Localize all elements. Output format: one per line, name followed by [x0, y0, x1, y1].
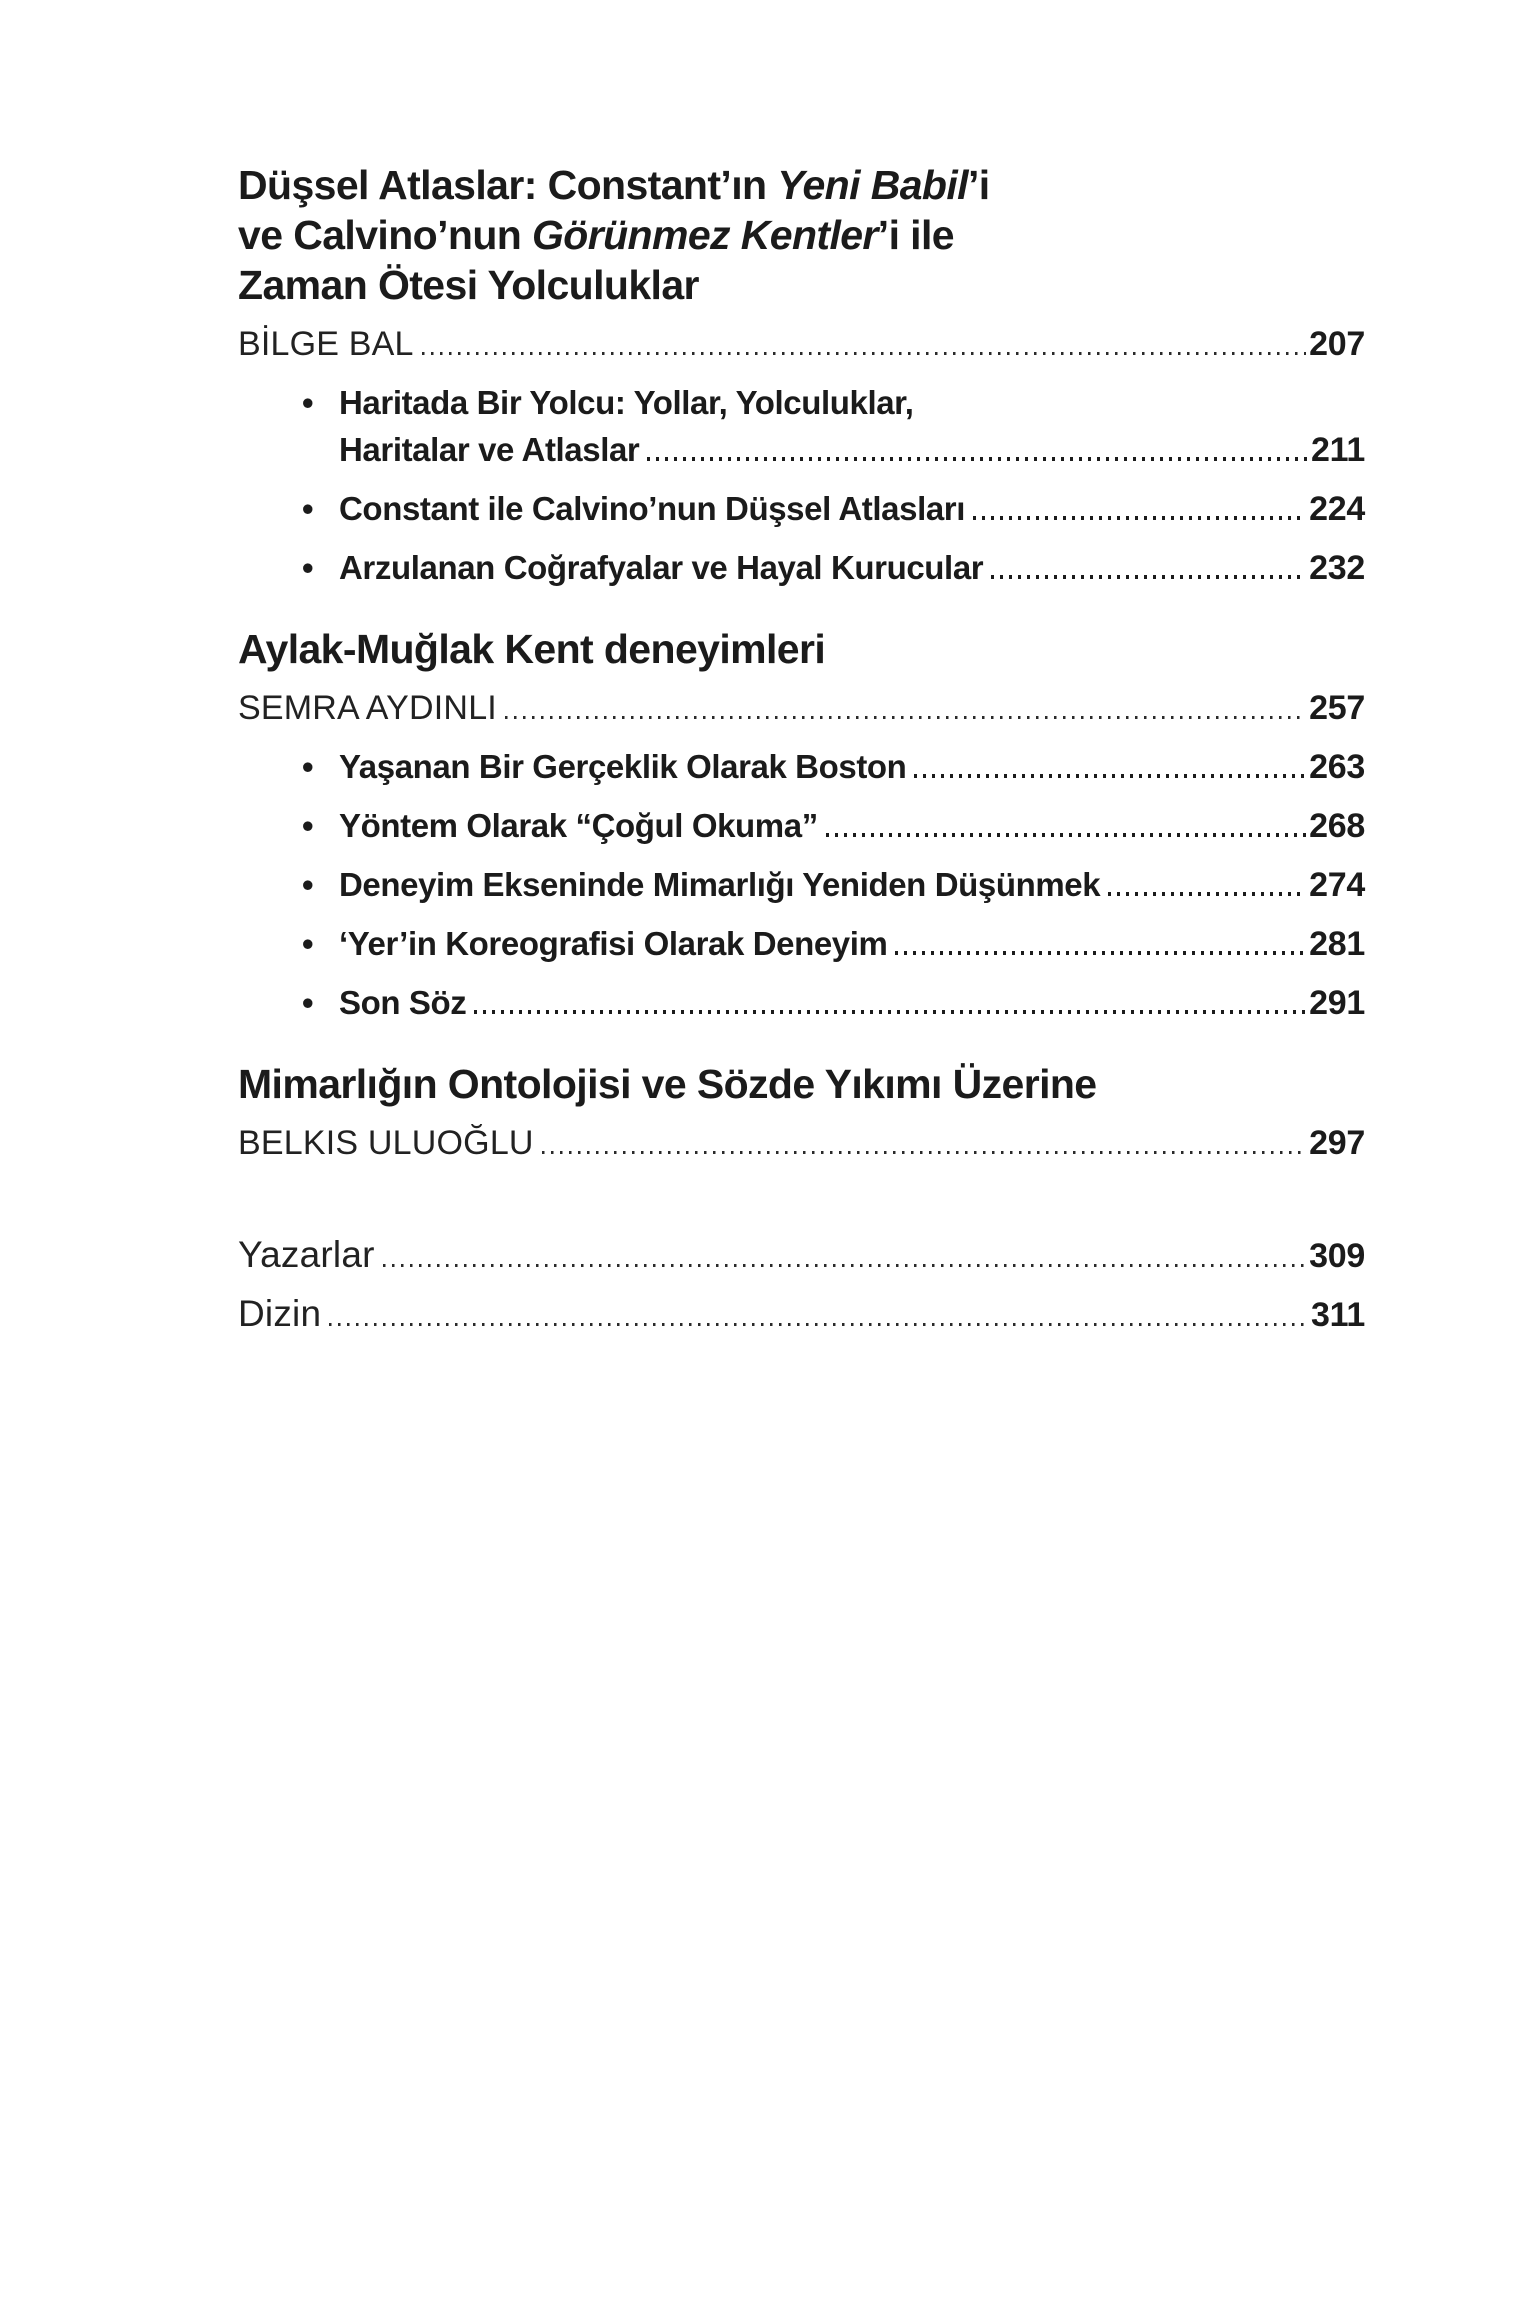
item-text: Yaşanan Bir Gerçeklik Olarak Boston — [339, 748, 907, 785]
dot-leader — [542, 1151, 1306, 1154]
author-name: SEMRA AYDINLI — [238, 689, 497, 727]
item-body — [339, 861, 1365, 909]
dot-leader — [895, 951, 1306, 955]
author-name: BİLGE BAL — [238, 325, 414, 363]
back-matter — [238, 1230, 1365, 1340]
back-matter-row — [238, 1289, 1365, 1340]
title-text: ve Calvino’nun — [238, 212, 532, 258]
page-number: 291 — [1309, 984, 1365, 1022]
title-text: ’i — [967, 162, 990, 208]
item-row — [339, 920, 1365, 968]
bullet-icon: • — [302, 549, 314, 586]
section-title — [238, 160, 1365, 310]
title-italic-text: Görünmez Kentler — [532, 212, 878, 258]
item-text: Arzulanan Coğrafyalar ve Hayal Kurucular — [339, 549, 984, 586]
page-number: 263 — [1309, 748, 1365, 786]
title-line — [238, 1059, 1365, 1109]
section-title — [238, 1059, 1365, 1109]
item-body — [339, 802, 1365, 850]
item-body — [339, 544, 1365, 592]
item-row — [339, 485, 1365, 533]
author-name: BELKIS ULUOĞLU — [238, 1124, 534, 1162]
page-number: 224 — [1309, 490, 1365, 528]
dot-leader — [474, 1010, 1306, 1014]
dot-leader — [973, 516, 1306, 520]
author-row — [238, 685, 1365, 731]
toc-section-3 — [238, 1059, 1365, 1166]
toc-item — [302, 802, 1365, 850]
toc-item — [302, 379, 1365, 474]
back-matter-row — [238, 1230, 1365, 1281]
title-text: ’i ile — [877, 212, 954, 258]
dot-leader — [1108, 892, 1306, 896]
item-row — [339, 979, 1365, 1027]
page-number: 297 — [1309, 1124, 1365, 1162]
toc-item — [302, 544, 1365, 592]
item-text: Son Söz — [339, 984, 467, 1021]
item-row — [339, 802, 1365, 850]
toc-item — [302, 979, 1365, 1027]
dot-leader — [647, 457, 1308, 461]
bullet-icon: • — [302, 384, 314, 421]
title-line — [238, 260, 1365, 310]
item-text: Yöntem Olarak “Çoğul Okuma” — [339, 807, 818, 844]
author-row — [238, 1120, 1365, 1166]
page-number: 268 — [1309, 807, 1365, 845]
dot-leader — [422, 352, 1307, 355]
dot-leader — [383, 1264, 1307, 1267]
title-text: Zaman Ötesi Yolculuklar — [238, 262, 699, 308]
page-number: 232 — [1309, 549, 1365, 587]
toc-items — [238, 743, 1365, 1027]
item-row — [339, 426, 1365, 474]
page-number: 257 — [1309, 689, 1365, 727]
bullet-icon: • — [302, 807, 314, 844]
page-number: 207 — [1309, 325, 1365, 363]
bullet-icon: • — [302, 748, 314, 785]
title-line — [238, 160, 1365, 210]
title-text: Mimarlığın Ontolojisi ve Sözde Yıkımı Üzerine — [238, 1061, 1097, 1107]
item-text: Haritada Bir Yolcu: Yollar, Yolculuklar, — [339, 384, 914, 421]
item-text: ‘Yer’in Koreografisi Olarak Deneyim — [339, 925, 888, 962]
item-body — [339, 485, 1365, 533]
item-text: Constant ile Calvino’nun Düşsel Atlasları — [339, 490, 966, 527]
title-text: Düşsel Atlaslar: Constant’ın — [238, 162, 778, 208]
dot-leader — [329, 1323, 1308, 1326]
toc-item — [302, 485, 1365, 533]
item-body — [339, 979, 1365, 1027]
dot-leader — [914, 774, 1306, 778]
title-line — [238, 210, 1365, 260]
toc-section-1 — [238, 160, 1365, 592]
item-text: Haritalar ve Atlaslar — [339, 431, 640, 468]
item-body — [339, 379, 1365, 474]
dot-leader — [826, 833, 1306, 837]
item-row — [339, 544, 1365, 592]
toc-section-2 — [238, 624, 1365, 1027]
item-body — [339, 920, 1365, 968]
title-line — [238, 624, 1365, 674]
title-italic-text: Yeni Babil — [777, 162, 968, 208]
title-text: Aylak-Muğlak Kent deneyimleri — [238, 626, 826, 672]
section-title — [238, 624, 1365, 674]
item-body — [339, 743, 1365, 791]
bullet-icon: • — [302, 866, 314, 903]
page-number: 211 — [1311, 431, 1365, 469]
item-text: Deneyim Ekseninde Mimarlığı Yeniden Düşünmek — [339, 866, 1101, 903]
toc-item — [302, 743, 1365, 791]
page-number: 274 — [1309, 866, 1365, 904]
back-matter-label: Dizin — [238, 1293, 322, 1334]
toc-items — [238, 379, 1365, 592]
page-number: 281 — [1309, 925, 1365, 963]
page-number: 309 — [1309, 1237, 1365, 1275]
bullet-icon: • — [302, 984, 314, 1021]
back-matter-label: Yazarlar — [238, 1234, 375, 1275]
toc-item — [302, 861, 1365, 909]
item-row — [339, 743, 1365, 791]
bullet-icon: • — [302, 925, 314, 962]
toc-item — [302, 920, 1365, 968]
page-number: 311 — [1311, 1296, 1365, 1334]
dot-leader — [505, 716, 1306, 719]
item-row — [339, 861, 1365, 909]
dot-leader — [991, 575, 1306, 579]
bullet-icon: • — [302, 490, 314, 527]
author-row — [238, 321, 1365, 367]
